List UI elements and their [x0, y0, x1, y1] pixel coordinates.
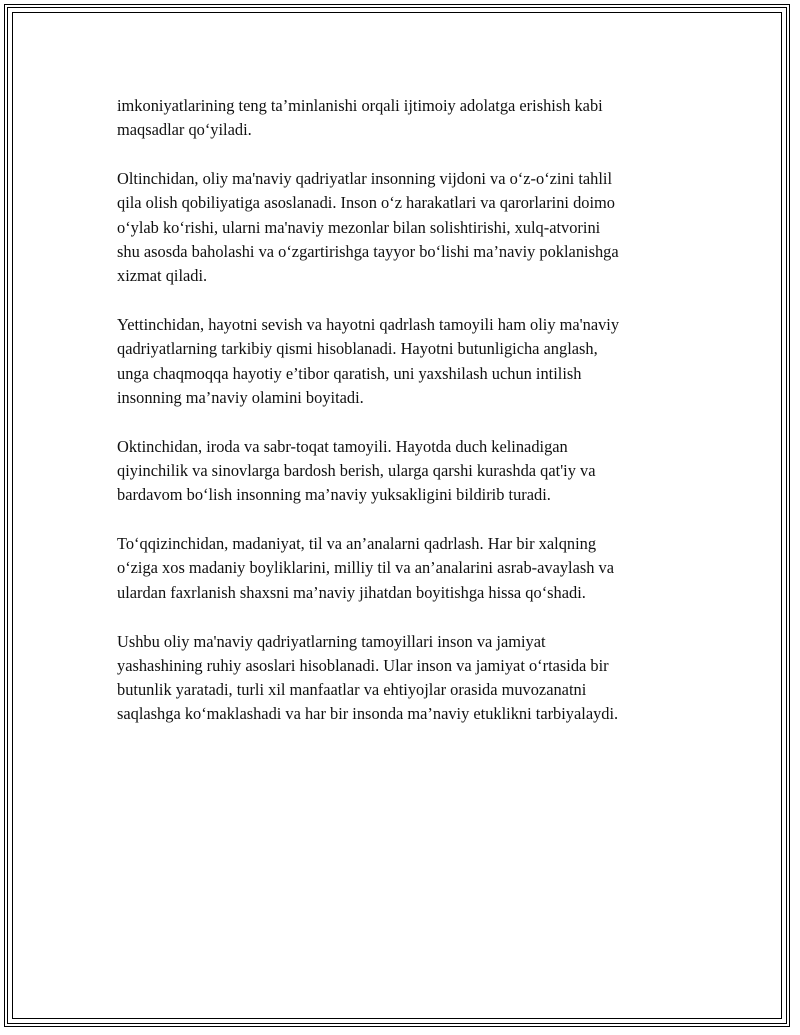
text-line: shu asosda baholashi va o‘zgartirishga tayyor bo‘lishi ma’naviy poklanishga [117, 241, 619, 261]
text-line: qiyinchilik va sinovlarga bardosh berish, ularga qarshi kurashda qat'iy va [117, 461, 596, 481]
paragraph-4 [117, 435, 692, 508]
text-line: Yettinchidan, hayotni sevish va hayotni qadrlash tamoyili ham oliy ma'naviy [117, 315, 620, 335]
paragraph-6 [117, 630, 692, 727]
text-line: insonning ma’naviy olamini boyitadi. [117, 387, 364, 407]
text-line: ulardan faxrlanish shaxsni ma’naviy jihatdan boyitishga hissa qo‘shadi. [117, 582, 586, 602]
text-line: saqlashga ko‘maklashadi va har bir insonda ma’naviy etuklikni tarbiyalaydi. [117, 704, 619, 724]
text-line: yashashining ruhiy asoslari hisoblanadi. Ular inson va jamiyat o‘rtasida bir [117, 655, 609, 675]
text-line: To‘qqizinchidan, madaniyat, til va an’analarni qadrlash. Har bir xalqning [117, 534, 597, 554]
paragraph-1 [117, 94, 692, 143]
text-line: imkoniyatlarining teng ta’minlanishi orqali ijtimoiy adolatga erishish kabi [117, 96, 603, 115]
text-line: Oktinchidan, iroda va sabr-toqat tamoyili. Hayotda duch kelinadigan [117, 436, 568, 456]
paragraph-2 [117, 167, 692, 288]
text-line: Ushbu oliy ma'naviy qadriyatlarning tamoyillari inson va jamiyat [117, 631, 546, 651]
text-line: o‘ziga xos madaniy boyliklarini, milliy til va an’analarini asrab-avaylash va [117, 558, 615, 578]
text-line: xizmat qiladi. [117, 266, 208, 286]
paragraph-3 [117, 313, 692, 410]
text-line: unga chaqmoqqa hayotiy e’tibor qaratish, uni yaxshilash uchun intilish [117, 363, 582, 383]
text-line: qadriyatlarning tarkibiy qismi hisoblanadi. Hayotni butunligicha anglash, [117, 339, 598, 359]
paragraph-5 [117, 532, 692, 605]
text-line: Oltinchidan, oliy ma'naviy qadriyatlar insonning vijdoni va o‘z-o‘zini tahlil [117, 169, 613, 189]
text-line: bardavom bo‘lish insonning ma’naviy yuksakligini bildirib turadi. [117, 485, 551, 505]
text-line: butunlik yaratadi, turli xil manfaatlar va ehtiyojlar orasida muvozanatni [117, 680, 587, 700]
text-line: qila olish qobiliyatiga asoslanadi. Inson o‘z harakatlari va qarorlarini doimo [117, 193, 615, 213]
document-body [117, 94, 692, 751]
text-line: maqsadlar qo‘yiladi. [117, 120, 252, 140]
text-line: o‘ylab ko‘rishi, ularni ma'naviy mezonlar bilan solishtirishi, xulq-atvorini [117, 217, 601, 237]
